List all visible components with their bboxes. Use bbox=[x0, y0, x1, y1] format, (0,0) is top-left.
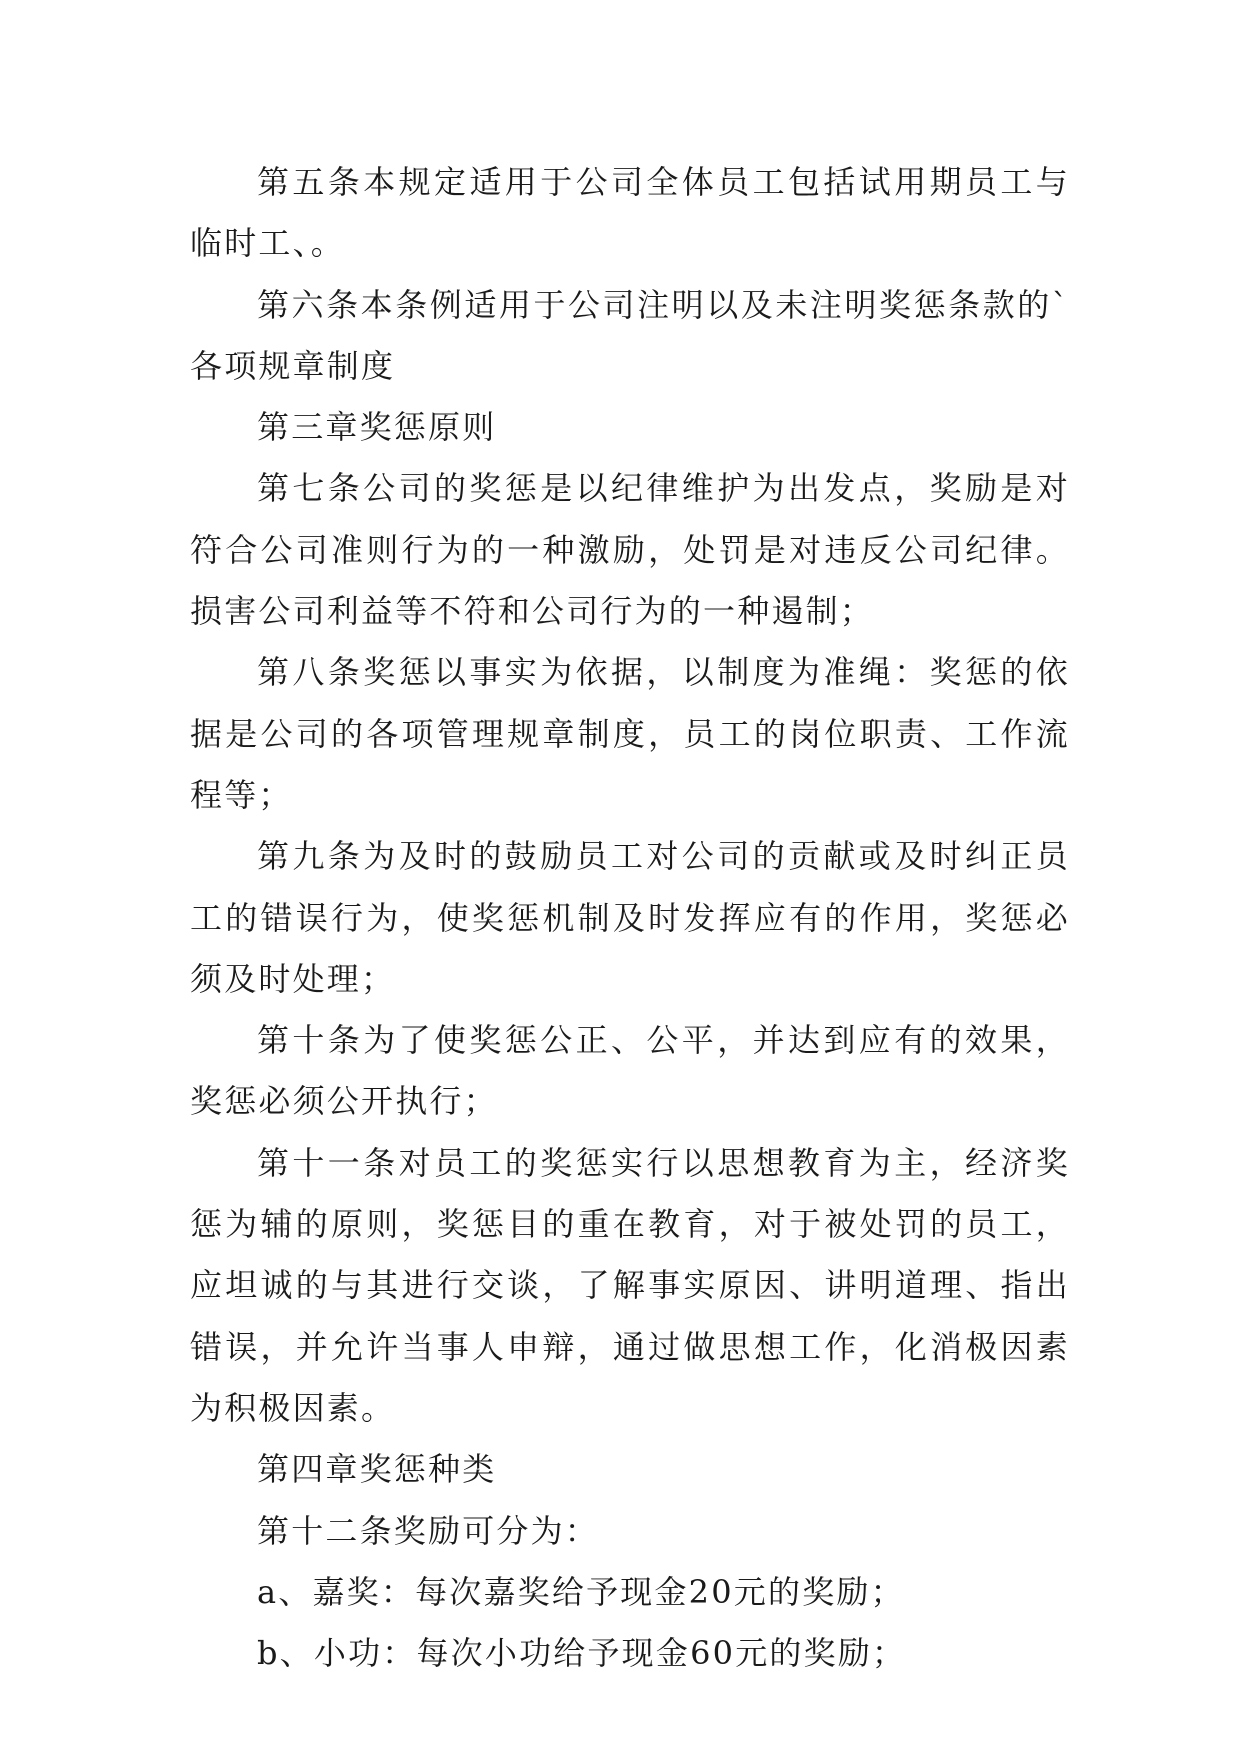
article-9: 第九条为及时的鼓励员工对公司的贡献或及时纠正员工的错误行为，使奖惩机制及时发挥应有的作用，奖惩必须及时处理； bbox=[190, 837, 1070, 998]
article-11: 第十一条对员工的奖惩实行以思想教育为主，经济奖惩为辅的原则，奖惩目的重在教育，对于被处罚的员工，应坦诚的与其进行交谈，了解事实原因、讲明道理、指出错误，并允许当事人申辩，通过做思想工作，化消极因素为积极因素。 bbox=[190, 1143, 1070, 1427]
chapter-4-heading: 第四章奖惩种类 bbox=[257, 1450, 497, 1489]
article-5: 第五条本规定适用于公司全体员工包括试用期员工与临时工、。 bbox=[190, 163, 1070, 263]
reward-item-b: b、小功：每次小功给予现金60元的奖励； bbox=[257, 1634, 907, 1673]
chapter-3-heading: 第三章奖惩原则 bbox=[257, 408, 497, 447]
article-8: 第八条奖惩以事实为依据，以制度为准绳：奖惩的依据是公司的各项管理规章制度，员工的岗位职责、工作流程等； bbox=[190, 653, 1070, 814]
article-12: 第十二条奖励可分为： bbox=[257, 1511, 600, 1550]
article-10: 第十条为了使奖惩公正、公平，并达到应有的效果，奖惩必须公开执行； bbox=[190, 1021, 1070, 1121]
article-7: 第七条公司的奖惩是以纪律维护为出发点，奖励是对符合公司准则行为的一种激励，处罚是对违反公司纪律。损害公司利益等不符和公司行为的一种遏制； bbox=[190, 469, 1070, 631]
reward-item-a: a、嘉奖：每次嘉奖给予现金20元的奖励； bbox=[257, 1572, 905, 1611]
article-6: 第六条本条例适用于公司注明以及未注明奖惩条款的`各项规章制度 bbox=[190, 285, 1070, 385]
document-body bbox=[190, 152, 1070, 1684]
